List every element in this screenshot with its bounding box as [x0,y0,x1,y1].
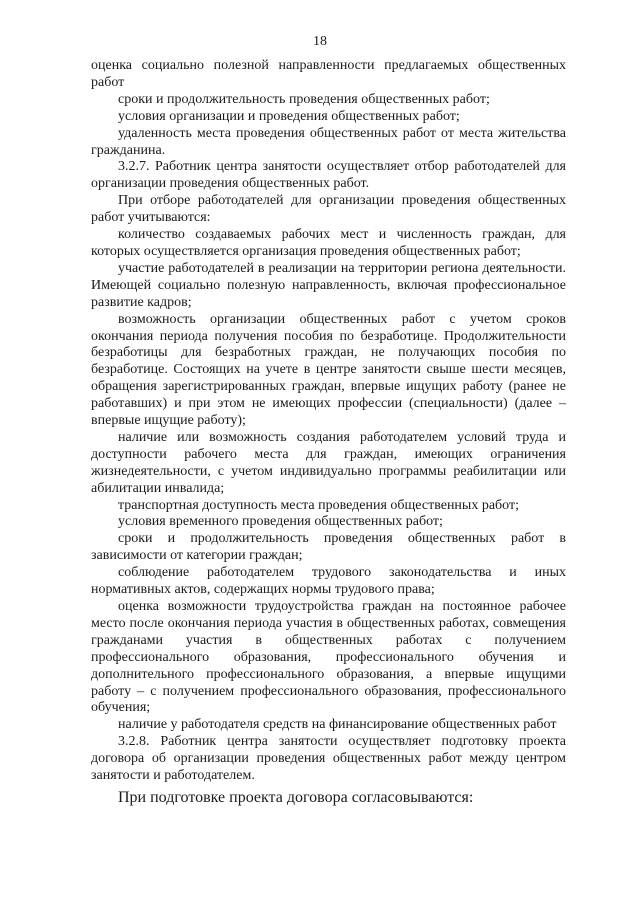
paragraph-selection-criteria-intro: При отборе работодателей для организации проведения общественных работ учитываются: [91,193,566,226]
paragraph-terms-by-category: сроки и продолжительность проведения общественных работ в зависимости от категории граждан; [91,531,566,564]
paragraph-employer-participation: участие работодателей в реализации на территории региона деятельности. Имеющей социально полезную направленность, включая профессиональное развитие кадров; [91,260,566,310]
paragraph-conditions: условия организации и проведения общественных работ; [118,108,460,124]
paragraph-social-orientation: оценка социально полезной направленности предлагаемых общественных работ [91,58,566,90]
paragraph-transport-accessibility: транспортная доступность места проведения общественных работ; [118,497,519,513]
page-number: 18 [313,34,327,49]
paragraph-distance: удаленность места проведения общественных работ от места жительства гражданина. [91,125,566,158]
paragraph-section-3-2-8: 3.2.8. Работник центра занятости осуществляет подготовку проекта договора об организации проведения общественных работ между центром занятости и работодателем. [91,734,566,784]
paragraph-organization-possibility: возможность организации общественных работ с учетом сроков окончания периода получения пособия по безработице. Продолжительности безработицы для безработных граждан, не получающих пособия по безработице. Состоящих на учете в центре занятости свыше шести месяцев, обращения зарегистрированных граждан, впервые ищущих работу (ранее не работавших) и при этом не имеющих профессии (специальности) (далее – впервые ищущие работу); [91,311,566,429]
paragraph-working-conditions: наличие или возможность создания работодателем условий труда и доступности рабочего места для граждан, имеющих ограничения жизнедеятельности, с учетом индивидуально программы реабилитации или абилитации инвалида; [91,429,566,496]
paragraph-contract-agreement: При подготовке проекта договора согласовываются: [118,788,474,806]
paragraph-terms-duration: сроки и продолжительность проведения общественных работ; [118,91,490,107]
paragraph-temporary-conditions: условия временного проведения общественных работ; [118,514,443,530]
document-body [91,58,566,808]
paragraph-labor-law-compliance: соблюдение работодателем трудового законодательства и иных нормативных актов, содержащих нормы трудового права; [91,565,566,598]
paragraph-section-3-2-7: 3.2.7. Работник центра занятости осуществляет отбор работодателей для организации проведения общественных работ. [91,159,566,192]
paragraph-funding: наличие у работодателя средств на финансирование общественных работ [118,717,557,733]
paragraph-number-of-jobs: количество создаваемых рабочих мест и численность граждан, для которых осуществляется организация проведения общественных работ; [91,227,566,259]
paragraph-employment-assessment: оценка возможности трудоустройства граждан на постоянное рабочее место после окончания периода участия в общественных работах, совмещения гражданами участия в общественных работах с получением профессионального образования, профессионального обучения и дополнительного профессионального образования, а впервые ищущими работу – с получением профессионального образования, профессионального обучения; [91,599,566,716]
